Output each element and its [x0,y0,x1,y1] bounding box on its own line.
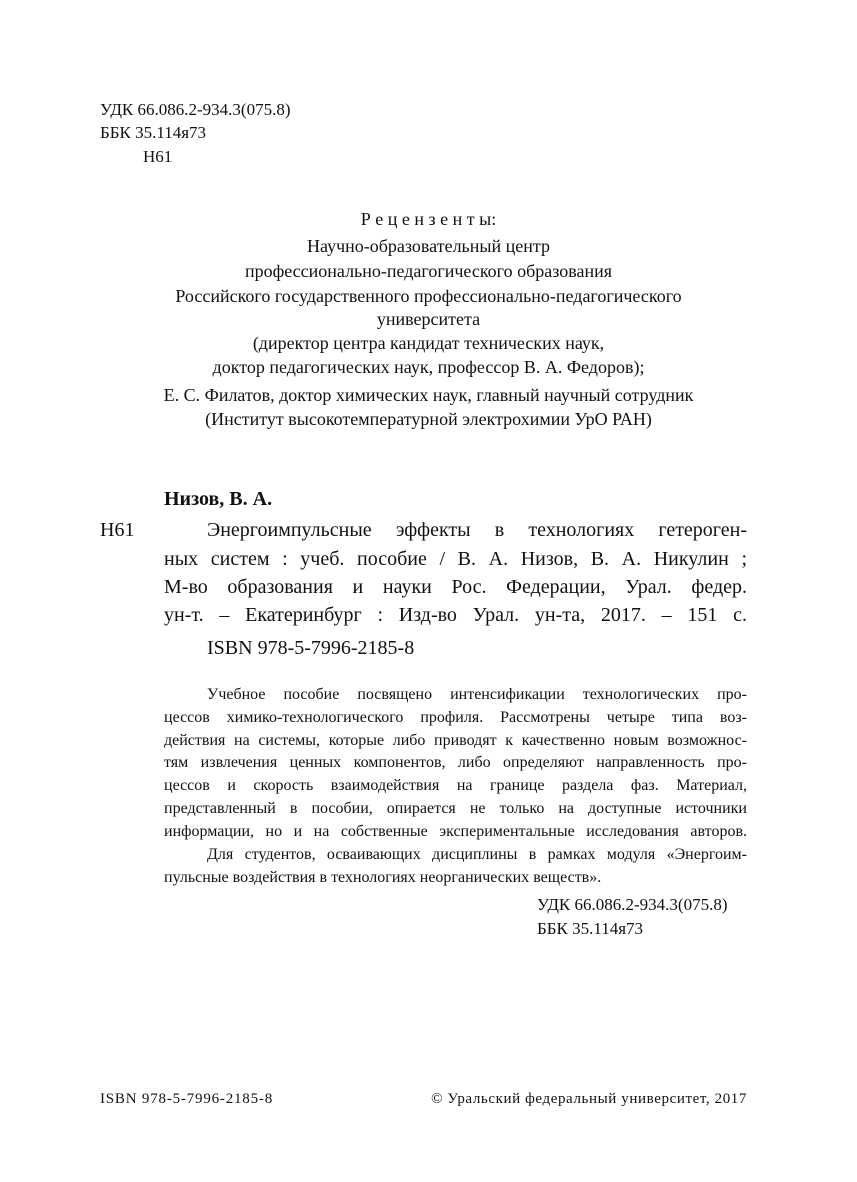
reviewers-line: (Институт высокотемпературной электрохимии УрО РАН) [205,409,652,429]
bibliography-line: ун-т. – Екатеринбург : Изд-во Урал. ун-та, 2017. – 151 с. [164,604,747,626]
annotation-line: цессов и скорость взаимодействия на границе раздела фаз. Материал, [164,777,747,794]
author-mark-header: Н61 [143,147,173,166]
reviewers-line: доктор педагогических наук, профессор В. А. Федоров); [212,357,645,377]
reviewers-line: профессионально-педагогического образования [244,261,613,281]
reviewers-line: (директор центра кандидат технических наук, [252,333,605,353]
reviewers-line: Научно-образовательный центр [307,236,550,256]
annotation-line: тям извлечения ценных компонентов, либо определяют направленность про- [164,754,747,771]
annotation-line: действия на системы, которые либо приводят к качественно новым возможнос- [164,732,747,749]
annotation-line: пульсные воздействия в технологиях неорганических веществ». [164,869,602,886]
bibliography-line: М-во образования и науки Рос. Федерации, Урал. федер. [164,576,747,598]
author-name: Низов, В. А. [164,488,273,510]
annotation-line: Учебное пособие посвящено интенсификации технологических про- [207,686,747,703]
bibliography-line: ных систем : учеб. пособие / В. А. Низов, В. А. Никулин ; [164,548,747,570]
bbk-header: ББК 35.114я73 [100,123,207,142]
udk-classification: УДК 66.086.2-934.3(075.8) [537,895,728,914]
reviewers-heading: Р е ц е н з е н т ы: [360,209,497,229]
reviewers-line: Е. С. Филатов, доктор химических наук, главный научный сотрудник [163,385,694,405]
bibliography-line: Энергоимпульсные эффекты в технологиях гетероген- [207,519,747,541]
annotation-line: Для студентов, осваивающих дисциплины в рамках модуля «Энергоим- [207,846,747,863]
annotation-line: цессов химико-технологического профиля. Рассмотрены четыре типа воз- [164,709,747,726]
bbk-classification: ББК 35.114я73 [537,919,644,938]
author-mark: Н61 [100,519,135,541]
udk-header: УДК 66.086.2-934.3(075.8) [100,100,291,119]
reviewers-line: Российского государственного профессионально-педагогического [175,286,682,306]
copyright-notice: © Уральский федеральный университет, 2017 [431,1091,747,1107]
isbn-line: ISBN 978-5-7996-2185-8 [207,637,415,659]
footer-isbn: ISBN 978-5-7996-2185-8 [100,1091,274,1107]
annotation-line: информации, но и на собственные экспериментальные исследования авторов. [164,823,747,840]
reviewers-line: университета [376,309,481,329]
annotation-line: представленный в пособии, опирается не только на доступные источники [164,800,747,817]
